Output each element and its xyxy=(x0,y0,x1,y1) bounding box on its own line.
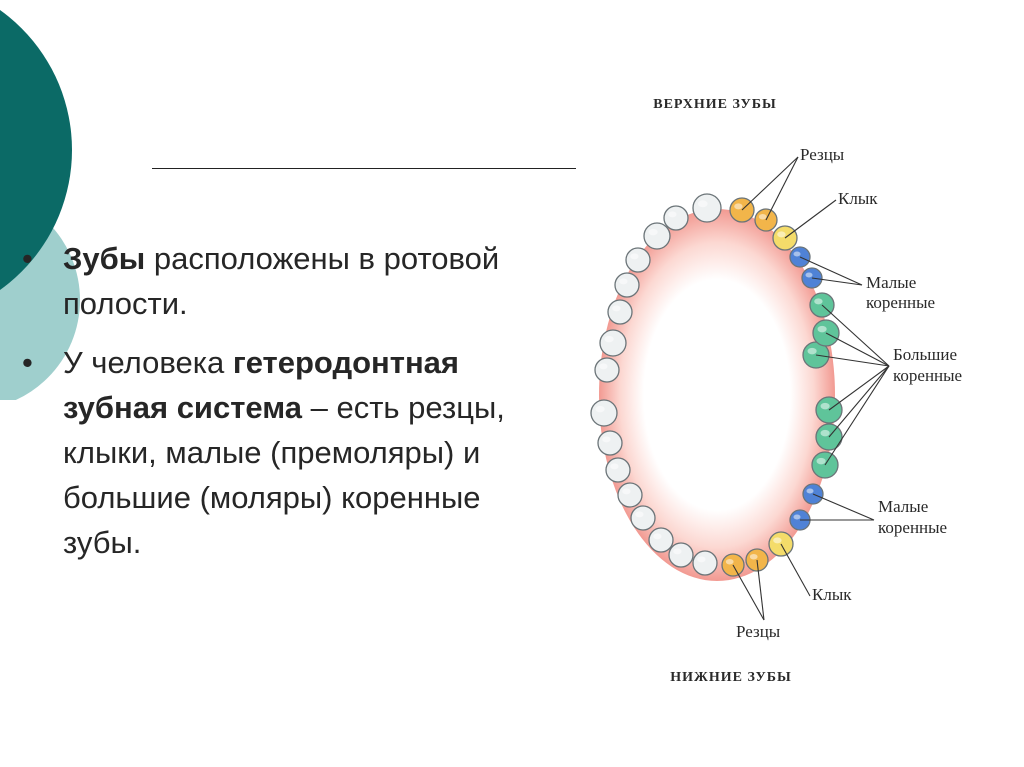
bullet-text: – есть резцы, клыки, малые (премоляры) и большие (моляры) коренные зубы. xyxy=(63,390,505,560)
tooth-highlight xyxy=(806,273,813,278)
tooth xyxy=(631,506,655,530)
tooth-highlight xyxy=(673,548,681,554)
tooth xyxy=(693,194,721,222)
tooth-highlight xyxy=(821,430,830,437)
label-canine-upper: Клык xyxy=(838,189,878,208)
tooth-highlight xyxy=(773,537,781,543)
tooth-highlight xyxy=(612,305,620,311)
tooth-highlight xyxy=(599,363,607,369)
tooth-highlight xyxy=(649,229,658,236)
label-premolars-lower: Малые xyxy=(878,497,929,516)
leader-line xyxy=(742,157,798,210)
bullet-bold: гетеродонтная зубная система xyxy=(63,345,460,425)
tooth xyxy=(595,358,619,382)
label-canine-lower: Клык xyxy=(812,585,852,604)
bullet-dot: • xyxy=(22,345,33,380)
label-incisors-upper: Резцы xyxy=(800,145,845,164)
bullet-text: У человека xyxy=(63,345,233,380)
leader-line xyxy=(781,544,810,596)
tooth-highlight xyxy=(630,253,638,259)
label-incisors-lower: Резцы xyxy=(736,622,781,641)
tooth-highlight xyxy=(759,214,767,220)
tooth xyxy=(608,300,632,324)
tooth-highlight xyxy=(734,203,742,209)
tooth xyxy=(600,330,626,356)
tooth xyxy=(618,483,642,507)
tooth-highlight xyxy=(635,511,643,517)
label-premolars-upper: Малые xyxy=(866,273,917,292)
lower-teeth-header: НИЖНИЕ ЗУБЫ xyxy=(670,670,792,685)
tooth-highlight xyxy=(817,458,826,465)
tooth-highlight xyxy=(698,200,708,207)
tooth-highlight xyxy=(605,336,614,343)
tooth-highlight xyxy=(814,298,822,304)
tooth-highlight xyxy=(653,533,661,539)
bullet-bold: Зубы xyxy=(63,241,146,276)
bullet-text: расположены в ротовой полости. xyxy=(63,241,500,321)
tooth-highlight xyxy=(750,554,758,560)
tooth-highlight xyxy=(668,211,676,217)
tooth-highlight xyxy=(808,348,817,355)
tooth xyxy=(649,528,673,552)
tooth xyxy=(664,206,688,230)
tooth xyxy=(669,543,693,567)
tooth xyxy=(598,431,622,455)
tooth xyxy=(591,400,617,426)
tooth xyxy=(615,273,639,297)
tooth-highlight xyxy=(602,436,610,442)
leader-line xyxy=(829,366,889,410)
tooth-highlight xyxy=(807,489,814,494)
tooth-highlight xyxy=(821,403,830,410)
tooth-highlight xyxy=(726,559,734,565)
leader-line xyxy=(813,494,874,520)
tooth-highlight xyxy=(794,515,801,520)
label-molars: Большие xyxy=(893,345,958,364)
label-premolars-upper-2: коренные xyxy=(866,293,936,312)
tooth-highlight xyxy=(610,463,618,469)
tooth-highlight xyxy=(596,406,605,413)
bullet-dot: • xyxy=(22,241,33,276)
leader-line xyxy=(785,200,836,238)
label-molars-2: коренные xyxy=(893,366,963,385)
tooth-highlight xyxy=(794,252,801,257)
tooth-highlight xyxy=(697,556,705,562)
tooth xyxy=(644,223,670,249)
tooth-highlight xyxy=(619,278,627,284)
tooth xyxy=(693,551,717,575)
tooth-highlight xyxy=(622,488,630,494)
tooth xyxy=(606,458,630,482)
upper-teeth-header: ВЕРХНИЕ ЗУБЫ xyxy=(653,97,777,112)
tooth-highlight xyxy=(818,326,827,333)
leader-line xyxy=(766,157,798,220)
tooth-highlight xyxy=(777,231,785,237)
label-premolars-lower-2: коренные xyxy=(878,518,948,537)
tooth xyxy=(626,248,650,272)
